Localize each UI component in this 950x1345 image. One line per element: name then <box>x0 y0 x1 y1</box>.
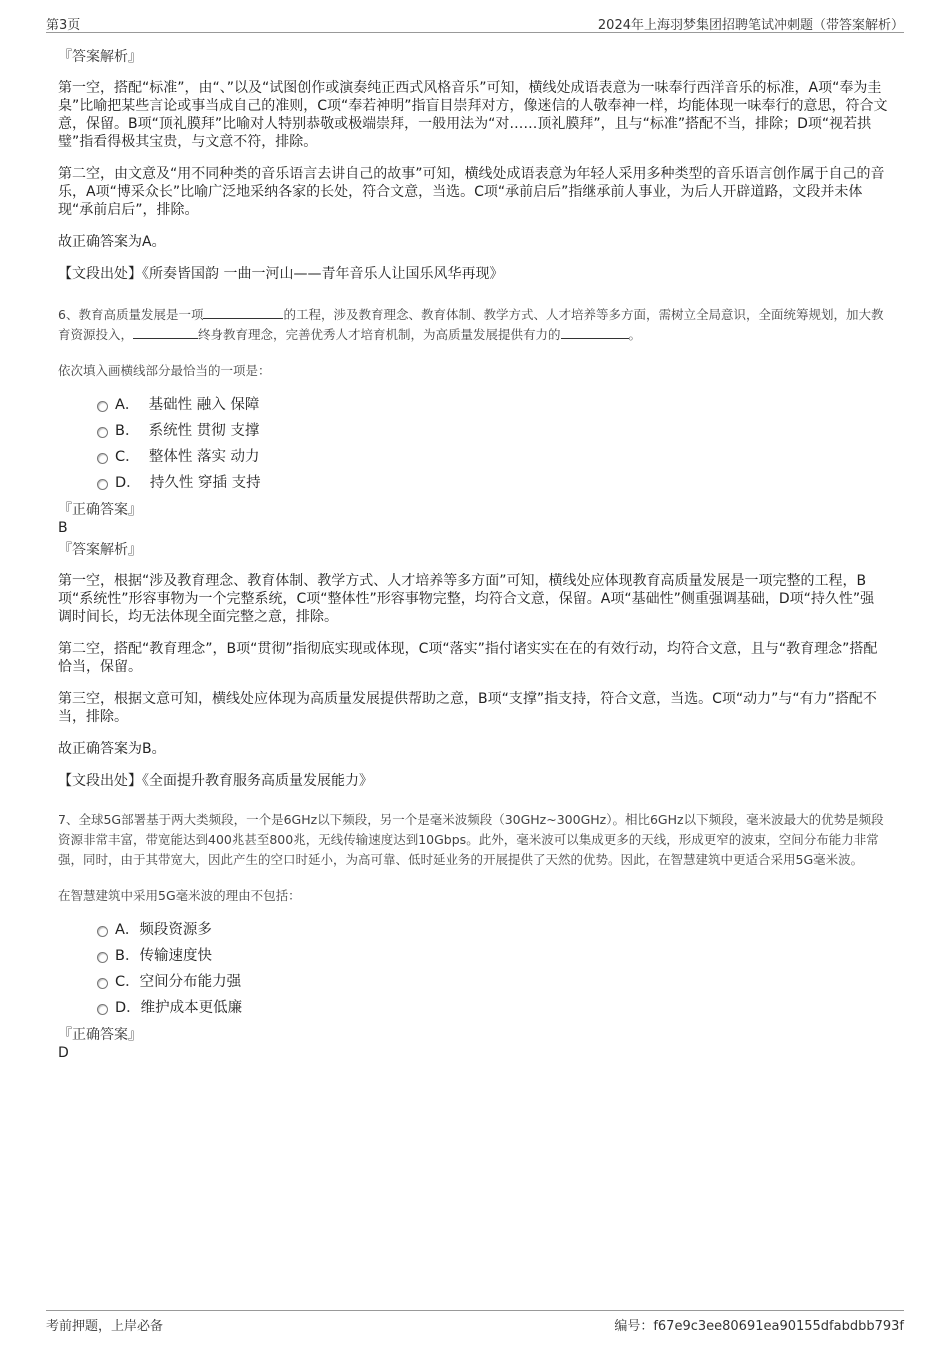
radio-icon[interactable] <box>97 952 108 963</box>
question-prompt: 依次填入画横线部分最恰当的一项是： <box>58 363 271 378</box>
source-citation: 【文段出处】《所奏皆国韵 一曲一河山——青年音乐人让国乐风华再现》 <box>58 266 504 282</box>
analysis-tag: 『答案解析』 <box>58 542 142 558</box>
option-a[interactable]: A． 基础性 融入 保障 <box>58 391 888 417</box>
analysis-paragraph: 第二空，搭配“教育理念”，B项“贯彻”指彻底实现或体现，C项“落实”指付诸实实在在的有效行动，均符合文意，且与“教育理念”搭配恰当，保留。 <box>58 641 878 675</box>
page-number: 第3页 <box>46 18 81 33</box>
correct-answer: D <box>58 1045 69 1061</box>
radio-icon[interactable] <box>97 427 108 438</box>
footer-note: 考前押题，上岸必备 <box>46 1319 164 1334</box>
page-header <box>46 12 904 33</box>
correct-answer-tag: 『正确答案』 <box>58 502 142 518</box>
question-stem: 6、教育高质量发展是一项 的工程，涉及教育理念、教育体制、教学方式、人才培养等多方面，需树立全局意识，全面统筹规划，加大教育资源投入， 终身教育理念，完善优秀人才培育机制，为高质量发展提供有力的 。 <box>58 307 884 342</box>
answer-conclusion: 故正确答案为B。 <box>58 741 166 757</box>
document-code: 编号：f67e9c3ee80691ea90155dfabdbb793f <box>614 1319 904 1334</box>
radio-icon[interactable] <box>97 401 108 412</box>
options-list <box>58 916 888 1020</box>
option-c[interactable]: C． 整体性 落实 动力 <box>58 443 888 469</box>
question-prompt: 在智慧建筑中采用5G毫米波的理由不包括： <box>58 888 301 903</box>
source-citation: 【文段出处】《全面提升教育服务高质量发展能力》 <box>58 773 373 789</box>
question-stem: 7、全球5G部署基于两大类频段，一个是6GHz以下频段，另一个是毫米波频段（30GHz~300GHz）。相比6GHz以下频段，毫米波最大的优势是频段资源非常丰富，带宽能达到400兆甚至800兆，无线传输速度达到10Gbps。此外，毫米波可以集成更多的天线，形成更窄的波束，空间分布能力非常强，同时，由于其带宽大，因此产生的空口时延小，为高可靠、低时延业务的开展提供了天然的优势。因此，在智慧建筑中更适合采用5G毫米波。 <box>58 812 884 867</box>
option-c[interactable]: C．空间分布能力强 <box>58 968 888 994</box>
options-list <box>58 391 888 495</box>
analysis-paragraph: 第二空，由文意及“用不同种类的音乐语言去讲自己的故事”可知，横线处成语表意为年轻人采用多种类型的音乐语言创作属于自己的音乐，A项“博采众长”比喻广泛地采纳各家的长处，符合文意，当选。C项“承前启后”指继承前人事业，为后人开辟道路，文段并未体现“承前启后”，排除。 <box>58 166 885 218</box>
correct-answer-tag: 『正确答案』 <box>58 1027 142 1043</box>
document-title: 2024年上海羽梦集团招聘笔试冲刺题（带答案解析） <box>597 18 904 33</box>
option-d[interactable]: D． 持久性 穿插 支持 <box>58 469 888 495</box>
radio-icon[interactable] <box>97 978 108 989</box>
answer-conclusion: 故正确答案为A。 <box>58 234 166 250</box>
analysis-paragraph: 第三空，根据文意可知，横线处应体现为高质量发展提供帮助之意，B项“支撑”指支持，符合文意，当选。C项“动力”与“有力”搭配不当，排除。 <box>58 691 877 725</box>
analysis-paragraph: 第一空，根据“涉及教育理念、教育体制、教学方式、人才培养等多方面”可知，横线处应体现教育高质量发展是一项完整的工程，B项“系统性”形容事物为一个完整系统，C项“整体性”形容事物完整，均符合文意，保留。A项“基础性”侧重强调基础，D项“持久性”强调时间长，均无法体现全面完整之意，排除。 <box>58 573 875 625</box>
page-content <box>58 44 888 1062</box>
radio-icon[interactable] <box>97 453 108 464</box>
radio-icon[interactable] <box>97 479 108 490</box>
option-b[interactable]: B．传输速度快 <box>58 942 888 968</box>
option-b[interactable]: B． 系统性 贯彻 支撑 <box>58 417 888 443</box>
option-a[interactable]: A．频段资源多 <box>58 916 888 942</box>
analysis-tag: 『答案解析』 <box>58 49 142 65</box>
radio-icon[interactable] <box>97 1004 108 1015</box>
analysis-paragraph: 第一空，搭配“标准”，由“、”以及“试图创作或演奏纯正西式风格音乐”可知，横线处成语表意为一味奉行西洋音乐的标准，A项“奉为圭臬”比喻把某些言论或事当成自己的准则，C项“奉若神明”指盲目崇拜对方，像迷信的人敬奉神一样，均能体现一味奉行的意思，符合文意，保留。B项“顶礼膜拜”比喻对人特别恭敬或极端崇拜，一般用法为“对……顶礼膜拜”，且与“标准”搭配不当，排除；D项“视若拱璧”指看得极其宝贵，与文意不符，排除。 <box>58 80 888 150</box>
correct-answer: B <box>58 520 68 536</box>
option-d[interactable]: D．维护成本更低廉 <box>58 994 888 1020</box>
radio-icon[interactable] <box>97 926 108 937</box>
page-footer <box>46 1310 904 1333</box>
